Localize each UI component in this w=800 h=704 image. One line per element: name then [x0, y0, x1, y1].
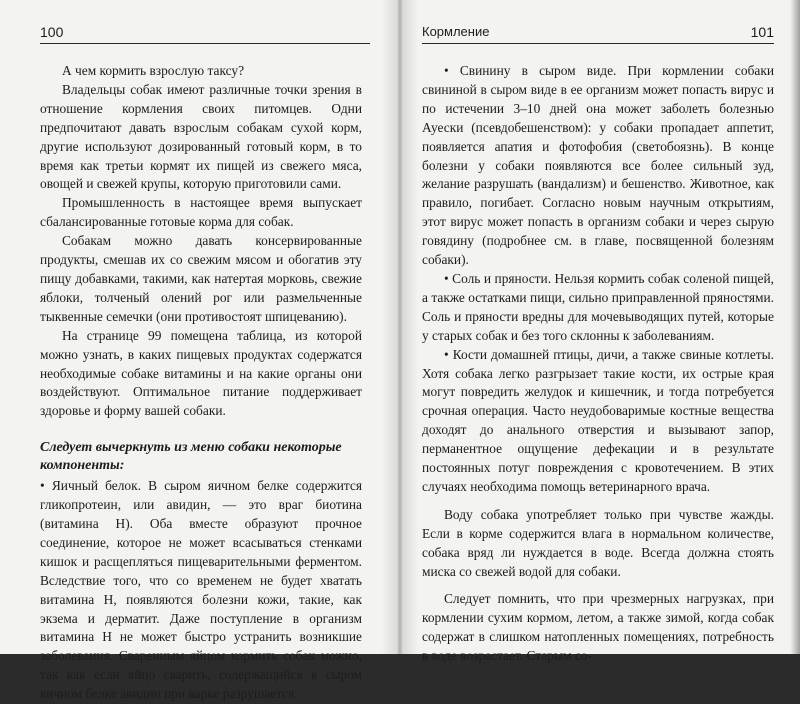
left-page-text: [40, 62, 362, 704]
page-edge-shadow: [790, 0, 800, 654]
paragraph: Промышленность в настоящее время выпускает сбалансированные готовые корма для собак.: [40, 195, 362, 230]
paragraph: Следует помнить, что при чрезмерных нагрузках, при кормлении сухим кормом, летом, а также зимой, когда собак содержат в слишком натопленных помещениях, потребность в воде возрастает. Старым со-: [422, 591, 774, 664]
header-rule-left: [40, 43, 370, 45]
page-number-right: 101: [750, 24, 774, 40]
page-number-left: 100: [40, 24, 64, 40]
paragraph: А чем кормить взрослую таксу?: [62, 63, 245, 78]
right-page: [400, 0, 800, 664]
bullet-item: • Кости домашней птицы, дичи, а также свиные котлеты. Хотя собака легко разгрызает такие кости, их острые края могут повредить желудок и кишечник, и тогда потребуется срочная операция. Часто неудобоваримые костные вещества доходят до анального отверстия и вызывают запор, перманентное ощущение дефекации и в результате постоянных потуг повреждения с кровотечением. В этих случаях необходима помощь ветеринарного врача.: [422, 346, 774, 497]
bullet-item: • Яичный белок. В сыром яичном белке содержится гликопротеин, или авидин, — это враг биотина (витамина Н). Оба вместе образуют прочное соединение, которое не может всасываться стенками кишок и расщепляться пищеварительными ферментом. Вследствие того, что со временем не будет хватать витамина Н, появляются болезни кожи, такие, как экзема и дерматит. Даже поступление в организм витамина Н не может быстро устранить возникшие заболевания. Сваренным яйцом кормить собак можно, так как если яйцо сварить, содержащийся в сыром яичном белке авидин при варке разрушается.: [40, 477, 362, 704]
bullet-item: • Соль и пряности. Нельзя кормить собак соленой пищей, а также остатками пищи, сильно приправленной пряностями. Соль и пряности вредны для мочевыводящих путей, которые у старых собак и без того склонны к заболеваниям.: [422, 270, 774, 346]
header-rule-right: [422, 43, 774, 45]
paragraph: Воду собака употребляет только при чувстве жажды. Если в корме содержится влага в нормальном количестве, собака вряд ли нуждается в воде. Всегда должна стоять миска со свежей водой для собаки.: [422, 506, 774, 579]
running-head-title: Кормление: [422, 24, 490, 39]
paragraph: На странице 99 помещена таблица, из которой можно узнать, в каких пищевых продуктах содержатся необходимые собаке витамины и на какие органы они воздействуют. Оптимальное питание поддерживает здоровье и форму вашей собаки.: [40, 327, 362, 419]
left-page-header: [40, 22, 370, 44]
right-page-header: [422, 22, 774, 44]
right-page-text: [422, 62, 774, 666]
paragraph: Владельцы собак имеют различные точки зрения в отношение кормления своих питомцев. Одни предпочитают давать взрослым собакам сухой корм, другие используют дозированный готовый корм, в то время как третьи кормят их пищей из свежего мяса, овощей и свежей крупы, которую приготовили сами.: [40, 81, 362, 192]
section-heading: Следует вычеркнуть из меню собаки некоторые компоненты:: [40, 440, 342, 474]
paragraph: Собакам можно давать консервированные продукты, смешав их со свежим мясом и обогатив эту пищу добавками, такими, как натертая морковь, свежие яблоки, толченый олений рог или размельченные тыквенные семечки (они противостоят шпицеванию).: [40, 233, 362, 324]
bullet-item: • Свинину в сыром виде. При кормлении собаки свининой в сыром виде в ее организм может попасть вирус и по истечении 3–10 дней она может заболеть болезнью Ауески (псевдобешенством): у собаки пропадает аппетит, появляется апатия и фотофобия (светобоязнь). В конце болезни у собаки появляются все более сильный зуд, желание разрушать (вандализм) и бешенство. Животное, как правило, погибает. Согласно новым научным открытиям, этот вирус может попасть в организм собаки и через сырую говядину (подробнее см. в главе, посвященной болезням собаки).: [422, 62, 774, 270]
left-page: [0, 0, 398, 702]
